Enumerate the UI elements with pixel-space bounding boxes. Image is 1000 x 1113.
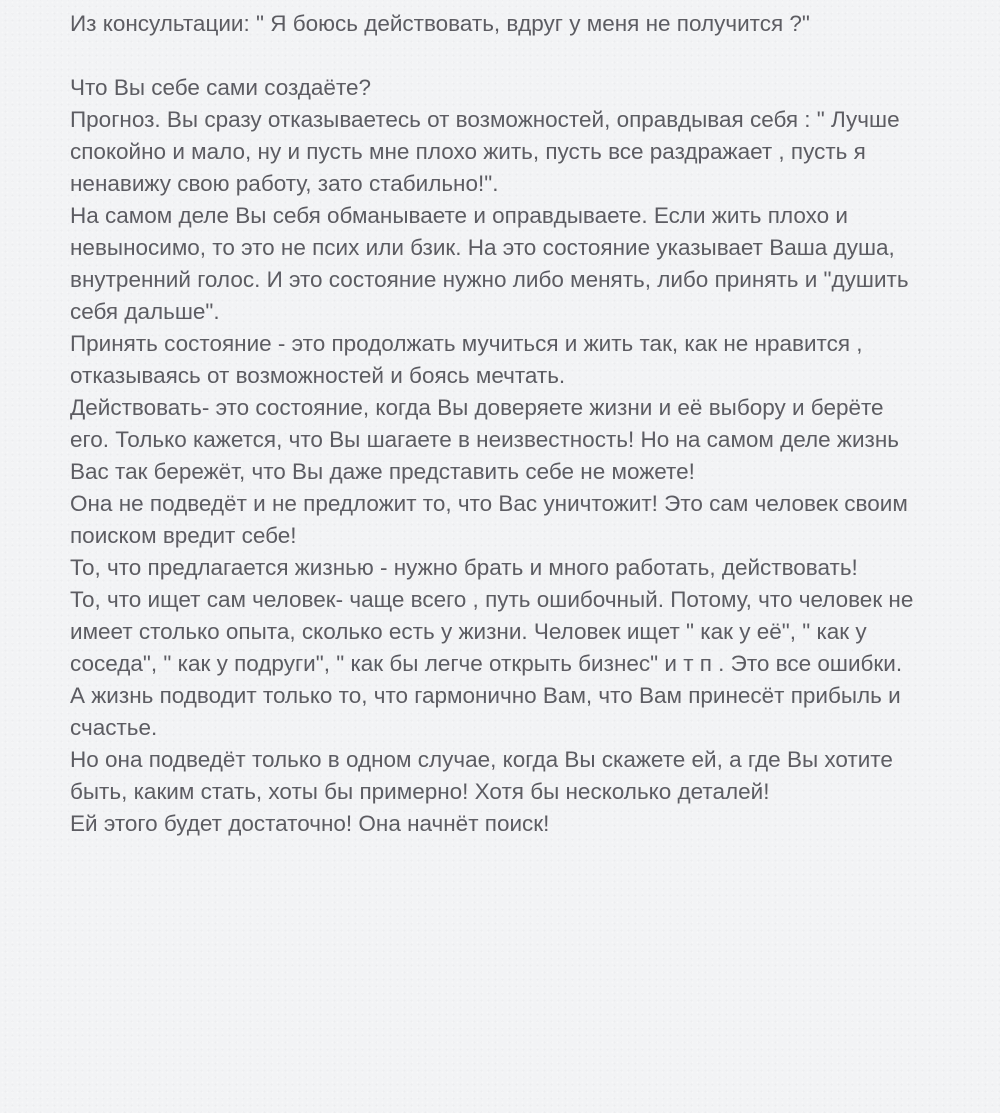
note-line: Она не подведёт и не предложит то, что Вас уничтожит! Это сам человек своим (70, 491, 908, 516)
note-line: Ей этого будет достаточно! Она начнёт поиск! (70, 811, 550, 836)
note-line: ненавижу свою работу, зато стабильно!". (70, 171, 499, 196)
note-line: имеет столько опыта, сколько есть у жизни. Человек ищет " как у её", " как у (70, 619, 867, 644)
note-line: Принять состояние - это продолжать мучиться и жить так, как не нравится , (70, 331, 863, 356)
note-line: невыносимо, то это не псих или бзик. На это состояние указывает Ваша душа, (70, 235, 895, 260)
note-line: быть, каким стать, хоты бы примерно! Хотя бы несколько деталей! (70, 779, 770, 804)
note-line: поиском вредит себе! (70, 523, 297, 548)
note-blank-line (70, 40, 990, 72)
note-line: Прогноз. Вы сразу отказываетесь от возможностей, оправдывая себя : " Лучше (70, 107, 900, 132)
note-line: То, что ищет сам человек- чаще всего , путь ошибочный. Потому, что человек не (70, 587, 914, 612)
note-line: счастье. (70, 715, 158, 740)
note-line: На самом деле Вы себя обманываете и оправдываете. Если жить плохо и (70, 203, 848, 228)
note-line: Но она подведёт только в одном случае, когда Вы скажете ей, а где Вы хотите (70, 747, 893, 772)
note-line: внутренний голос. И это состояние нужно либо менять, либо принять и "душить (70, 267, 909, 292)
note-line: отказываясь от возможностей и боясь мечтать. (70, 363, 566, 388)
note-line: себя дальше". (70, 299, 220, 324)
note-line: Действовать- это состояние, когда Вы доверяете жизни и её выбору и берёте (70, 395, 884, 420)
note-line: его. Только кажется, что Вы шагаете в неизвестность! Но на самом деле жизнь (70, 427, 900, 452)
note-line: Что Вы себе сами создаёте? (70, 75, 372, 100)
note-line: Вас так бережёт, что Вы даже представить себе не можете! (70, 459, 695, 484)
note-line: соседа", " как у подруги", " как бы легче открыть бизнес" и т п . Это все ошибки. (70, 651, 903, 676)
note-body (70, 8, 990, 840)
note-line: То, что предлагается жизнью - нужно брать и много работать, действовать! (70, 555, 858, 580)
note-line: Из консультации: " Я боюсь действовать, вдруг у меня не получится ?" (70, 11, 810, 36)
note-line: А жизнь подводит только то, что гармонично Вам, что Вам принесёт прибыль и (70, 683, 901, 708)
note-line: спокойно и мало, ну и пусть мне плохо жить, пусть все раздражает , пусть я (70, 139, 866, 164)
